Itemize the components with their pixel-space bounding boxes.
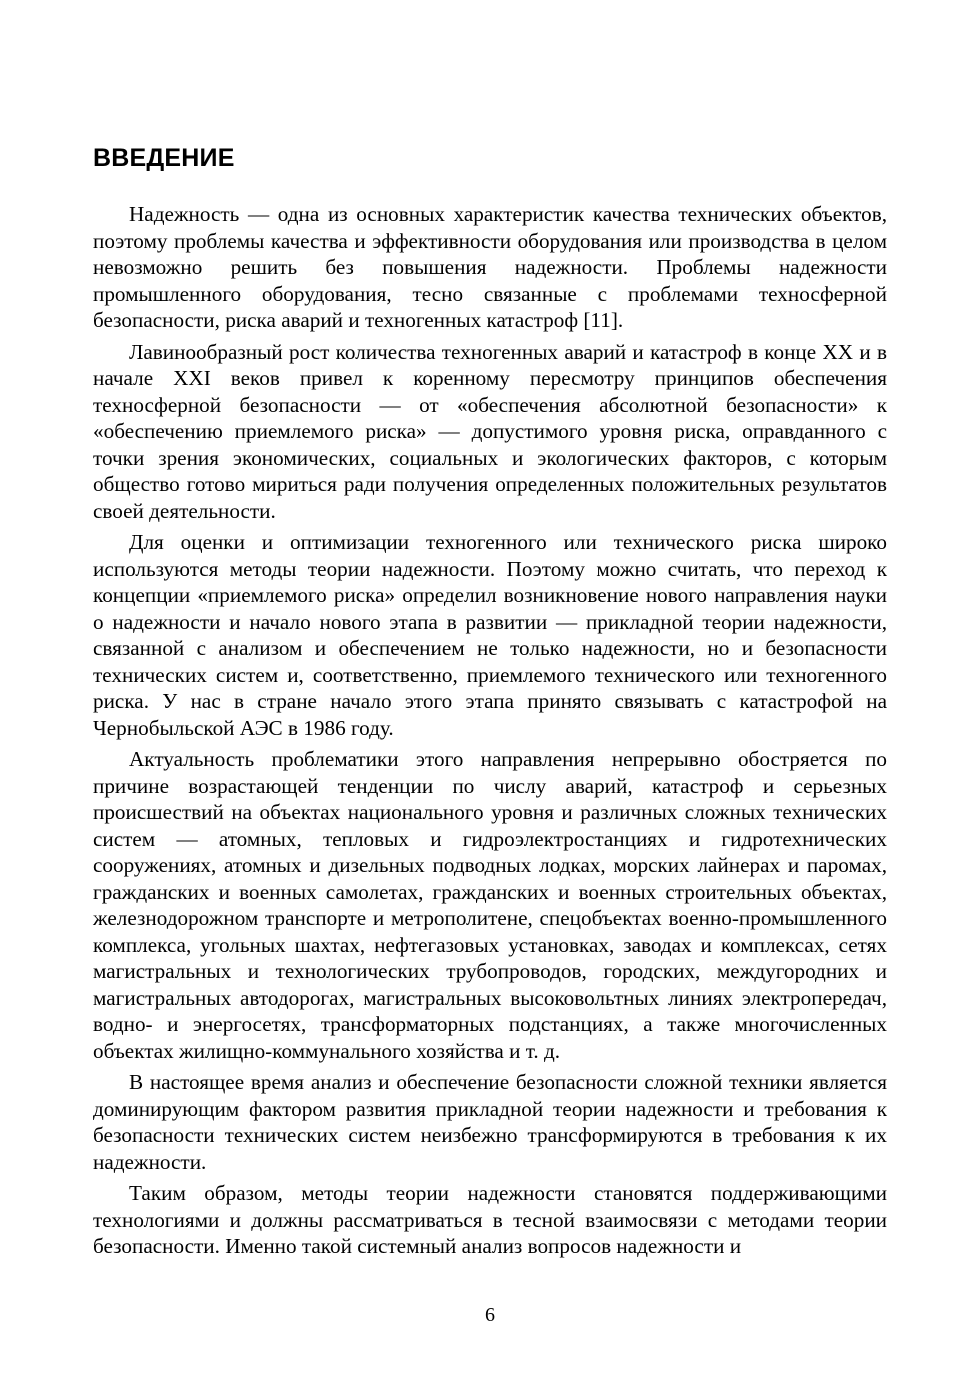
page-number: 6 xyxy=(485,1304,495,1326)
paragraph-4: Актуальность проблематики этого направления непрерывно обостряется по причине возрастающей тенденции по числу аварий, катастроф и серьезных происшествий на объектах национального уровня и различных сложных технических систем — атомных, тепловых и гидроэлектростанциях и гидротехнических сооружениях, атомных и дизельных подводных лодках, морских лайнерах и паромах, гражданских и военных самолетах, гражданских и военных строительных объектах, железнодорожном транспорте и метрополитене, спецобъектах военно-промышленного комплекса, угольных шахтах, нефтегазовых установках, заводах и комплексах, сетях магистральных и технологических трубопроводов, городских, междугородних и магистральных автодорогах, магистральных высоковольтных линиях электропередач, водно- и энергосетях, трансформаторных подстанциях, а также многочисленных объектах жилищно-коммунального хозяйства и т. д. xyxy=(93,747,887,1063)
section-heading: ВВЕДЕНИЕ xyxy=(93,144,235,172)
body-text xyxy=(93,201,887,1260)
paragraph-6: Таким образом, методы теории надежности становятся поддерживающими технологиями и должны рассматриваться в тесной взаимосвязи с методами теории безопасности. Именно такой системный анализ вопросов надежности и xyxy=(93,1181,887,1258)
paragraph-1: Надежность — одна из основных характеристик качества технических объектов, поэтому проблемы качества и эффективности оборудования или производства в целом невозможно решить без повышения надежности. Проблемы надежности промышленного оборудования, тесно связанные с проблемами техносферной безопасности, риска аварий и техногенных катастроф [11]. xyxy=(93,202,887,332)
paragraph-2: Лавинообразный рост количества техногенных аварий и катастроф в конце XX и в начале XXI веков привел к коренному пересмотру принципов обеспечения техносферной безопасности — от «обеспечения абсолютной безопасности» к «обеспечению приемлемого риска» — допустимого уровня риска, оправданного с точки зрения экономических, социальных и экологических факторов, с которым общество готово мириться ради получения определенных положительных результатов своей деятельности. xyxy=(93,339,887,523)
paragraph-5: В настоящее время анализ и обеспечение безопасности сложной техники является доминирующим фактором развития прикладной теории надежности и требования к безопасности технических систем неизбежно трансформируются в требования к их надежности. xyxy=(93,1070,887,1174)
paragraph-3: Для оценки и оптимизации техногенного или технического риска широко используются методы теории надежности. Поэтому можно считать, что переход к концепции «приемлемого риска» определил возникновение нового направления науки о надежности и начало нового этапа в развитии — прикладной теории надежности, связанной с анализом и обеспечением не только надежности, но и безопасности технических систем и, соответственно, приемлемого технического или техногенного риска. У нас в стране начало этого этапа принято связывать с катастрофой на Чернобыльской АЭС в 1986 году. xyxy=(93,530,887,740)
document-page xyxy=(93,0,887,1386)
